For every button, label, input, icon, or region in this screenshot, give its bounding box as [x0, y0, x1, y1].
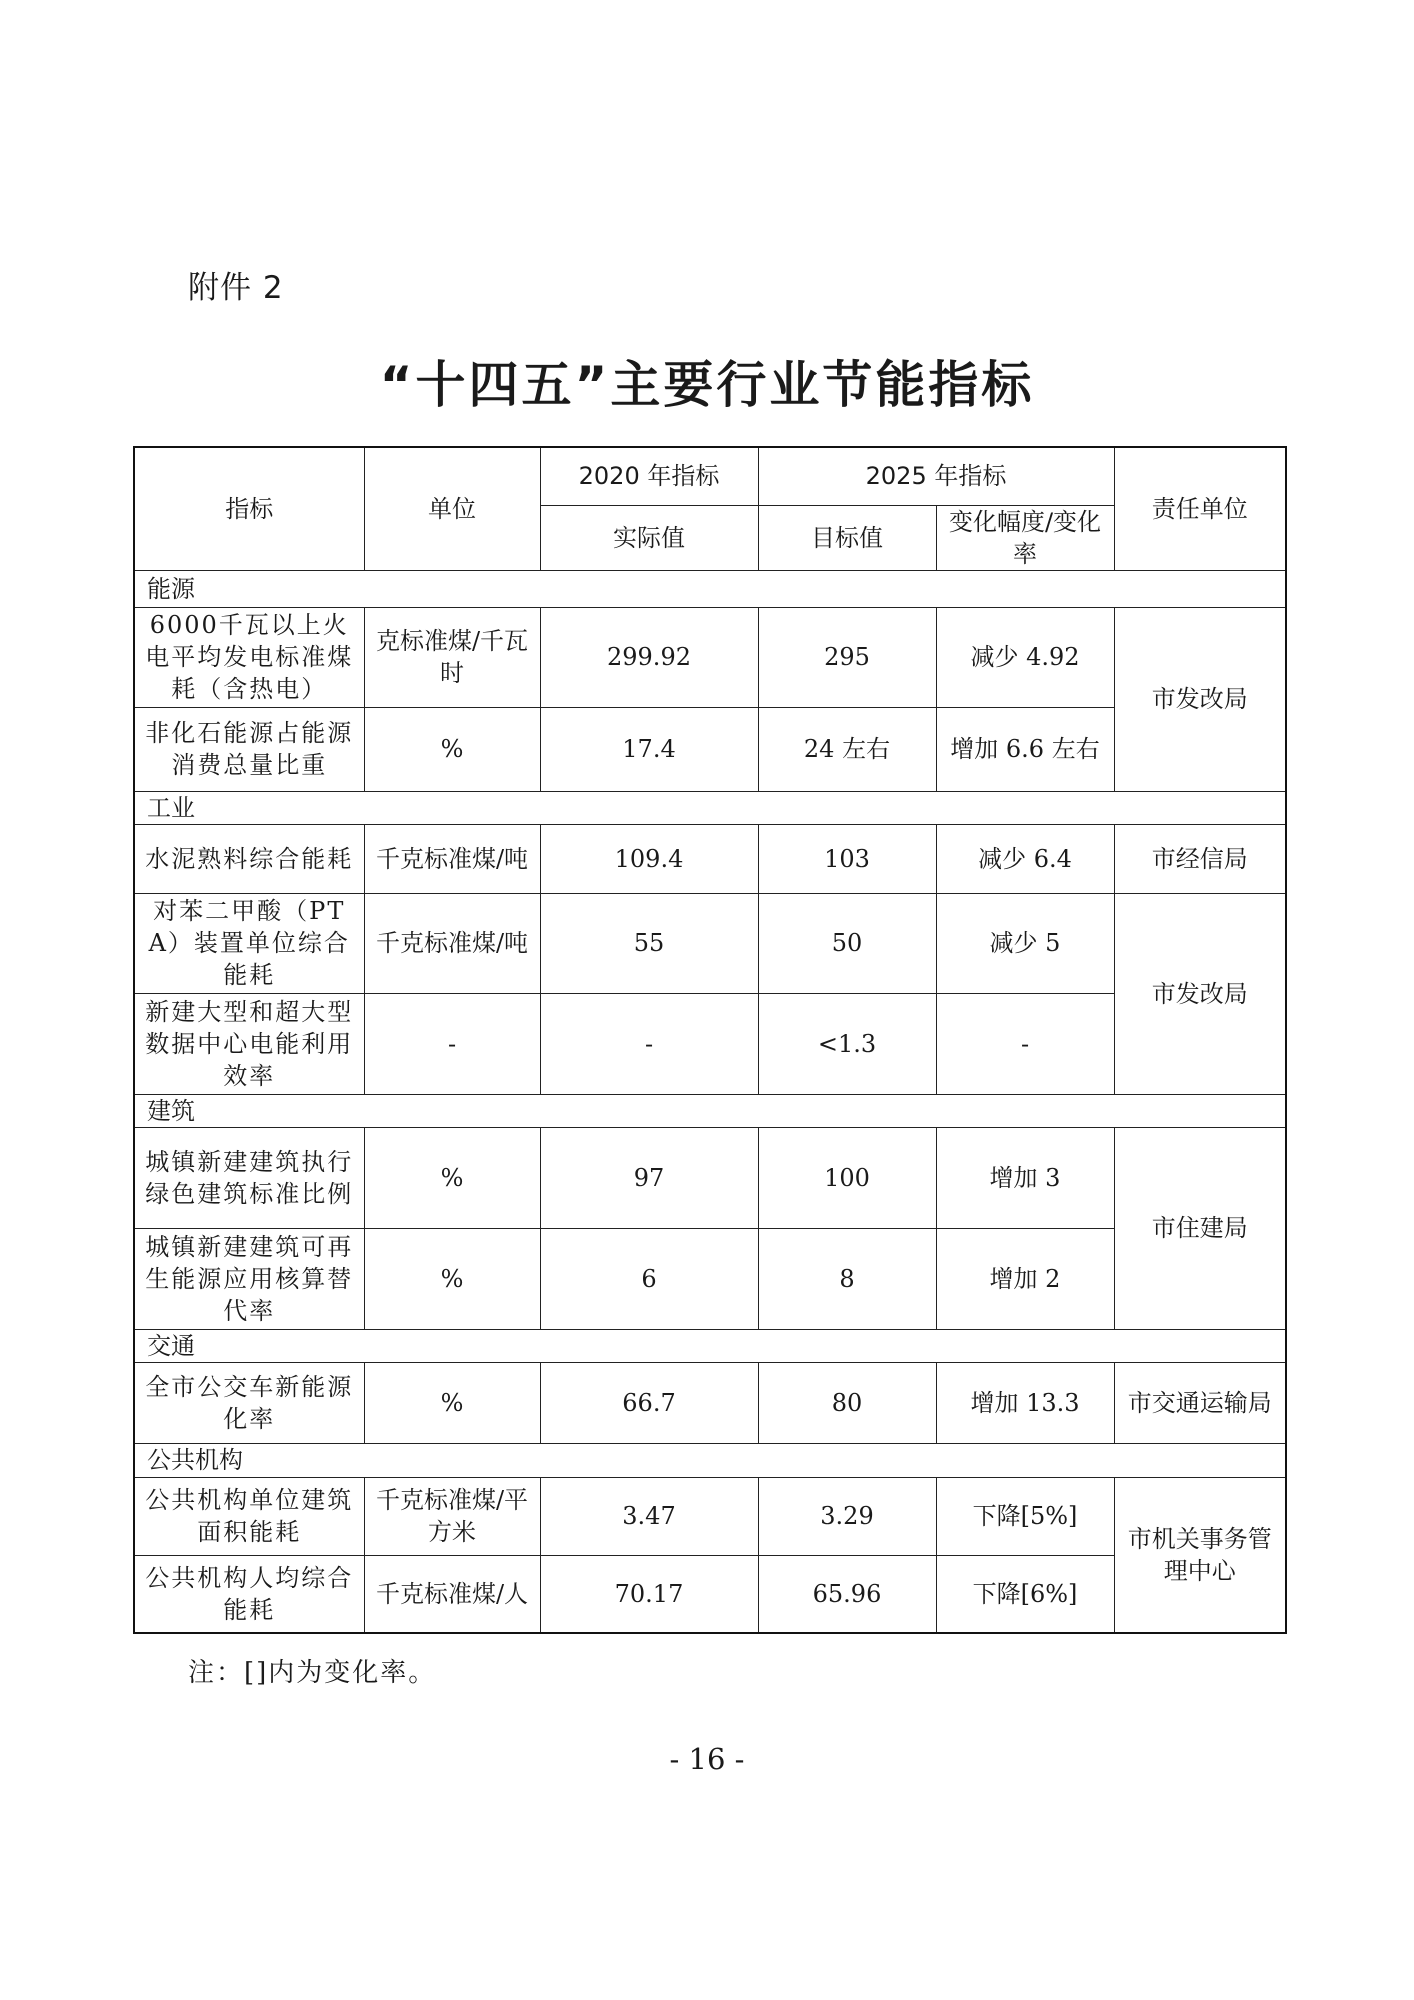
change-cell: 增加 3 — [936, 1127, 1114, 1228]
target-cell: 65.96 — [758, 1555, 936, 1633]
unit-cell: 克标准煤/千瓦时 — [364, 607, 540, 707]
table-row — [134, 1362, 1286, 1443]
table-row — [134, 707, 1286, 791]
unit-cell: - — [364, 993, 540, 1094]
target-cell: 8 — [758, 1228, 936, 1329]
section-row-public — [134, 1443, 1286, 1477]
change-cell: 减少 6.4 — [936, 824, 1114, 893]
unit-cell: 千克标准煤/吨 — [364, 893, 540, 993]
actual-cell: 6 — [540, 1228, 758, 1329]
indicator-cell: 公共机构人均综合能耗 — [134, 1555, 364, 1633]
header-actual: 实际值 — [540, 505, 758, 570]
actual-cell: 17.4 — [540, 707, 758, 791]
document-title: “十四五”主要行业节能指标 — [379, 356, 1035, 414]
target-cell: 100 — [758, 1127, 936, 1228]
change-cell: 减少 5 — [936, 893, 1114, 993]
section-energy: 能源 — [134, 570, 1286, 607]
actual-cell: 3.47 — [540, 1477, 758, 1555]
responsible-cell: 市机关事务管理中心 — [1114, 1477, 1286, 1633]
energy-indicator-table — [133, 446, 1287, 1634]
indicator-cell: 新建大型和超大型数据中心电能利用效率 — [134, 993, 364, 1094]
actual-cell: - — [540, 993, 758, 1094]
change-cell: 增加 13.3 — [936, 1362, 1114, 1443]
header-row-1 — [134, 447, 1286, 505]
table-row — [134, 607, 1286, 707]
indicator-cell: 6000千瓦以上火电平均发电标准煤耗（含热电） — [134, 607, 364, 707]
section-public: 公共机构 — [134, 1443, 1286, 1477]
responsible-cell: 市住建局 — [1114, 1127, 1286, 1329]
target-cell: <1.3 — [758, 993, 936, 1094]
section-row-industry — [134, 791, 1286, 824]
change-cell: 增加 2 — [936, 1228, 1114, 1329]
responsible-cell: 市发改局 — [1114, 893, 1286, 1094]
unit-cell: 千克标准煤/平方米 — [364, 1477, 540, 1555]
section-industry: 工业 — [134, 791, 1286, 824]
table-note: 注：[]内为变化率。 — [188, 1658, 437, 1688]
header-2025: 2025 年指标 — [758, 447, 1114, 505]
change-cell: - — [936, 993, 1114, 1094]
change-cell: 增加 6.6 左右 — [936, 707, 1114, 791]
target-cell: 80 — [758, 1362, 936, 1443]
target-cell: 103 — [758, 824, 936, 893]
indicator-cell: 城镇新建建筑执行绿色建筑标准比例 — [134, 1127, 364, 1228]
section-row-energy — [134, 570, 1286, 607]
unit-cell: % — [364, 1228, 540, 1329]
unit-cell: 千克标准煤/人 — [364, 1555, 540, 1633]
section-row-building — [134, 1094, 1286, 1127]
target-cell: 50 — [758, 893, 936, 993]
table-row — [134, 1477, 1286, 1555]
section-transport: 交通 — [134, 1329, 1286, 1362]
indicator-cell: 水泥熟料综合能耗 — [134, 824, 364, 893]
table-row — [134, 1228, 1286, 1329]
responsible-cell: 市交通运输局 — [1114, 1362, 1286, 1443]
table-row — [134, 824, 1286, 893]
change-cell: 下降[6%] — [936, 1555, 1114, 1633]
table-row — [134, 893, 1286, 993]
header-change: 变化幅度/变化率 — [936, 505, 1114, 570]
page-number: - 16 - — [669, 1742, 745, 1776]
unit-cell: % — [364, 1362, 540, 1443]
actual-cell: 299.92 — [540, 607, 758, 707]
indicator-cell: 公共机构单位建筑面积能耗 — [134, 1477, 364, 1555]
responsible-cell: 市发改局 — [1114, 607, 1286, 791]
indicator-cell: 对苯二甲酸（PTA）装置单位综合能耗 — [134, 893, 364, 993]
change-cell: 减少 4.92 — [936, 607, 1114, 707]
table-row — [134, 1127, 1286, 1228]
responsible-cell: 市经信局 — [1114, 824, 1286, 893]
actual-cell: 109.4 — [540, 824, 758, 893]
actual-cell: 55 — [540, 893, 758, 993]
table-row — [134, 1555, 1286, 1633]
unit-cell: % — [364, 1127, 540, 1228]
header-responsible: 责任单位 — [1114, 447, 1286, 570]
indicator-cell: 非化石能源占能源消费总量比重 — [134, 707, 364, 791]
actual-cell: 70.17 — [540, 1555, 758, 1633]
actual-cell: 66.7 — [540, 1362, 758, 1443]
table-row — [134, 993, 1286, 1094]
target-cell: 3.29 — [758, 1477, 936, 1555]
unit-cell: % — [364, 707, 540, 791]
actual-cell: 97 — [540, 1127, 758, 1228]
header-unit: 单位 — [364, 447, 540, 570]
indicator-cell: 全市公交车新能源化率 — [134, 1362, 364, 1443]
section-building: 建筑 — [134, 1094, 1286, 1127]
change-cell: 下降[5%] — [936, 1477, 1114, 1555]
indicator-cell: 城镇新建建筑可再生能源应用核算替代率 — [134, 1228, 364, 1329]
unit-cell: 千克标准煤/吨 — [364, 824, 540, 893]
header-indicator: 指标 — [134, 447, 364, 570]
header-target: 目标值 — [758, 505, 936, 570]
header-2020: 2020 年指标 — [540, 447, 758, 505]
section-row-transport — [134, 1329, 1286, 1362]
attachment-label: 附件 2 — [188, 270, 284, 306]
target-cell: 295 — [758, 607, 936, 707]
target-cell: 24 左右 — [758, 707, 936, 791]
